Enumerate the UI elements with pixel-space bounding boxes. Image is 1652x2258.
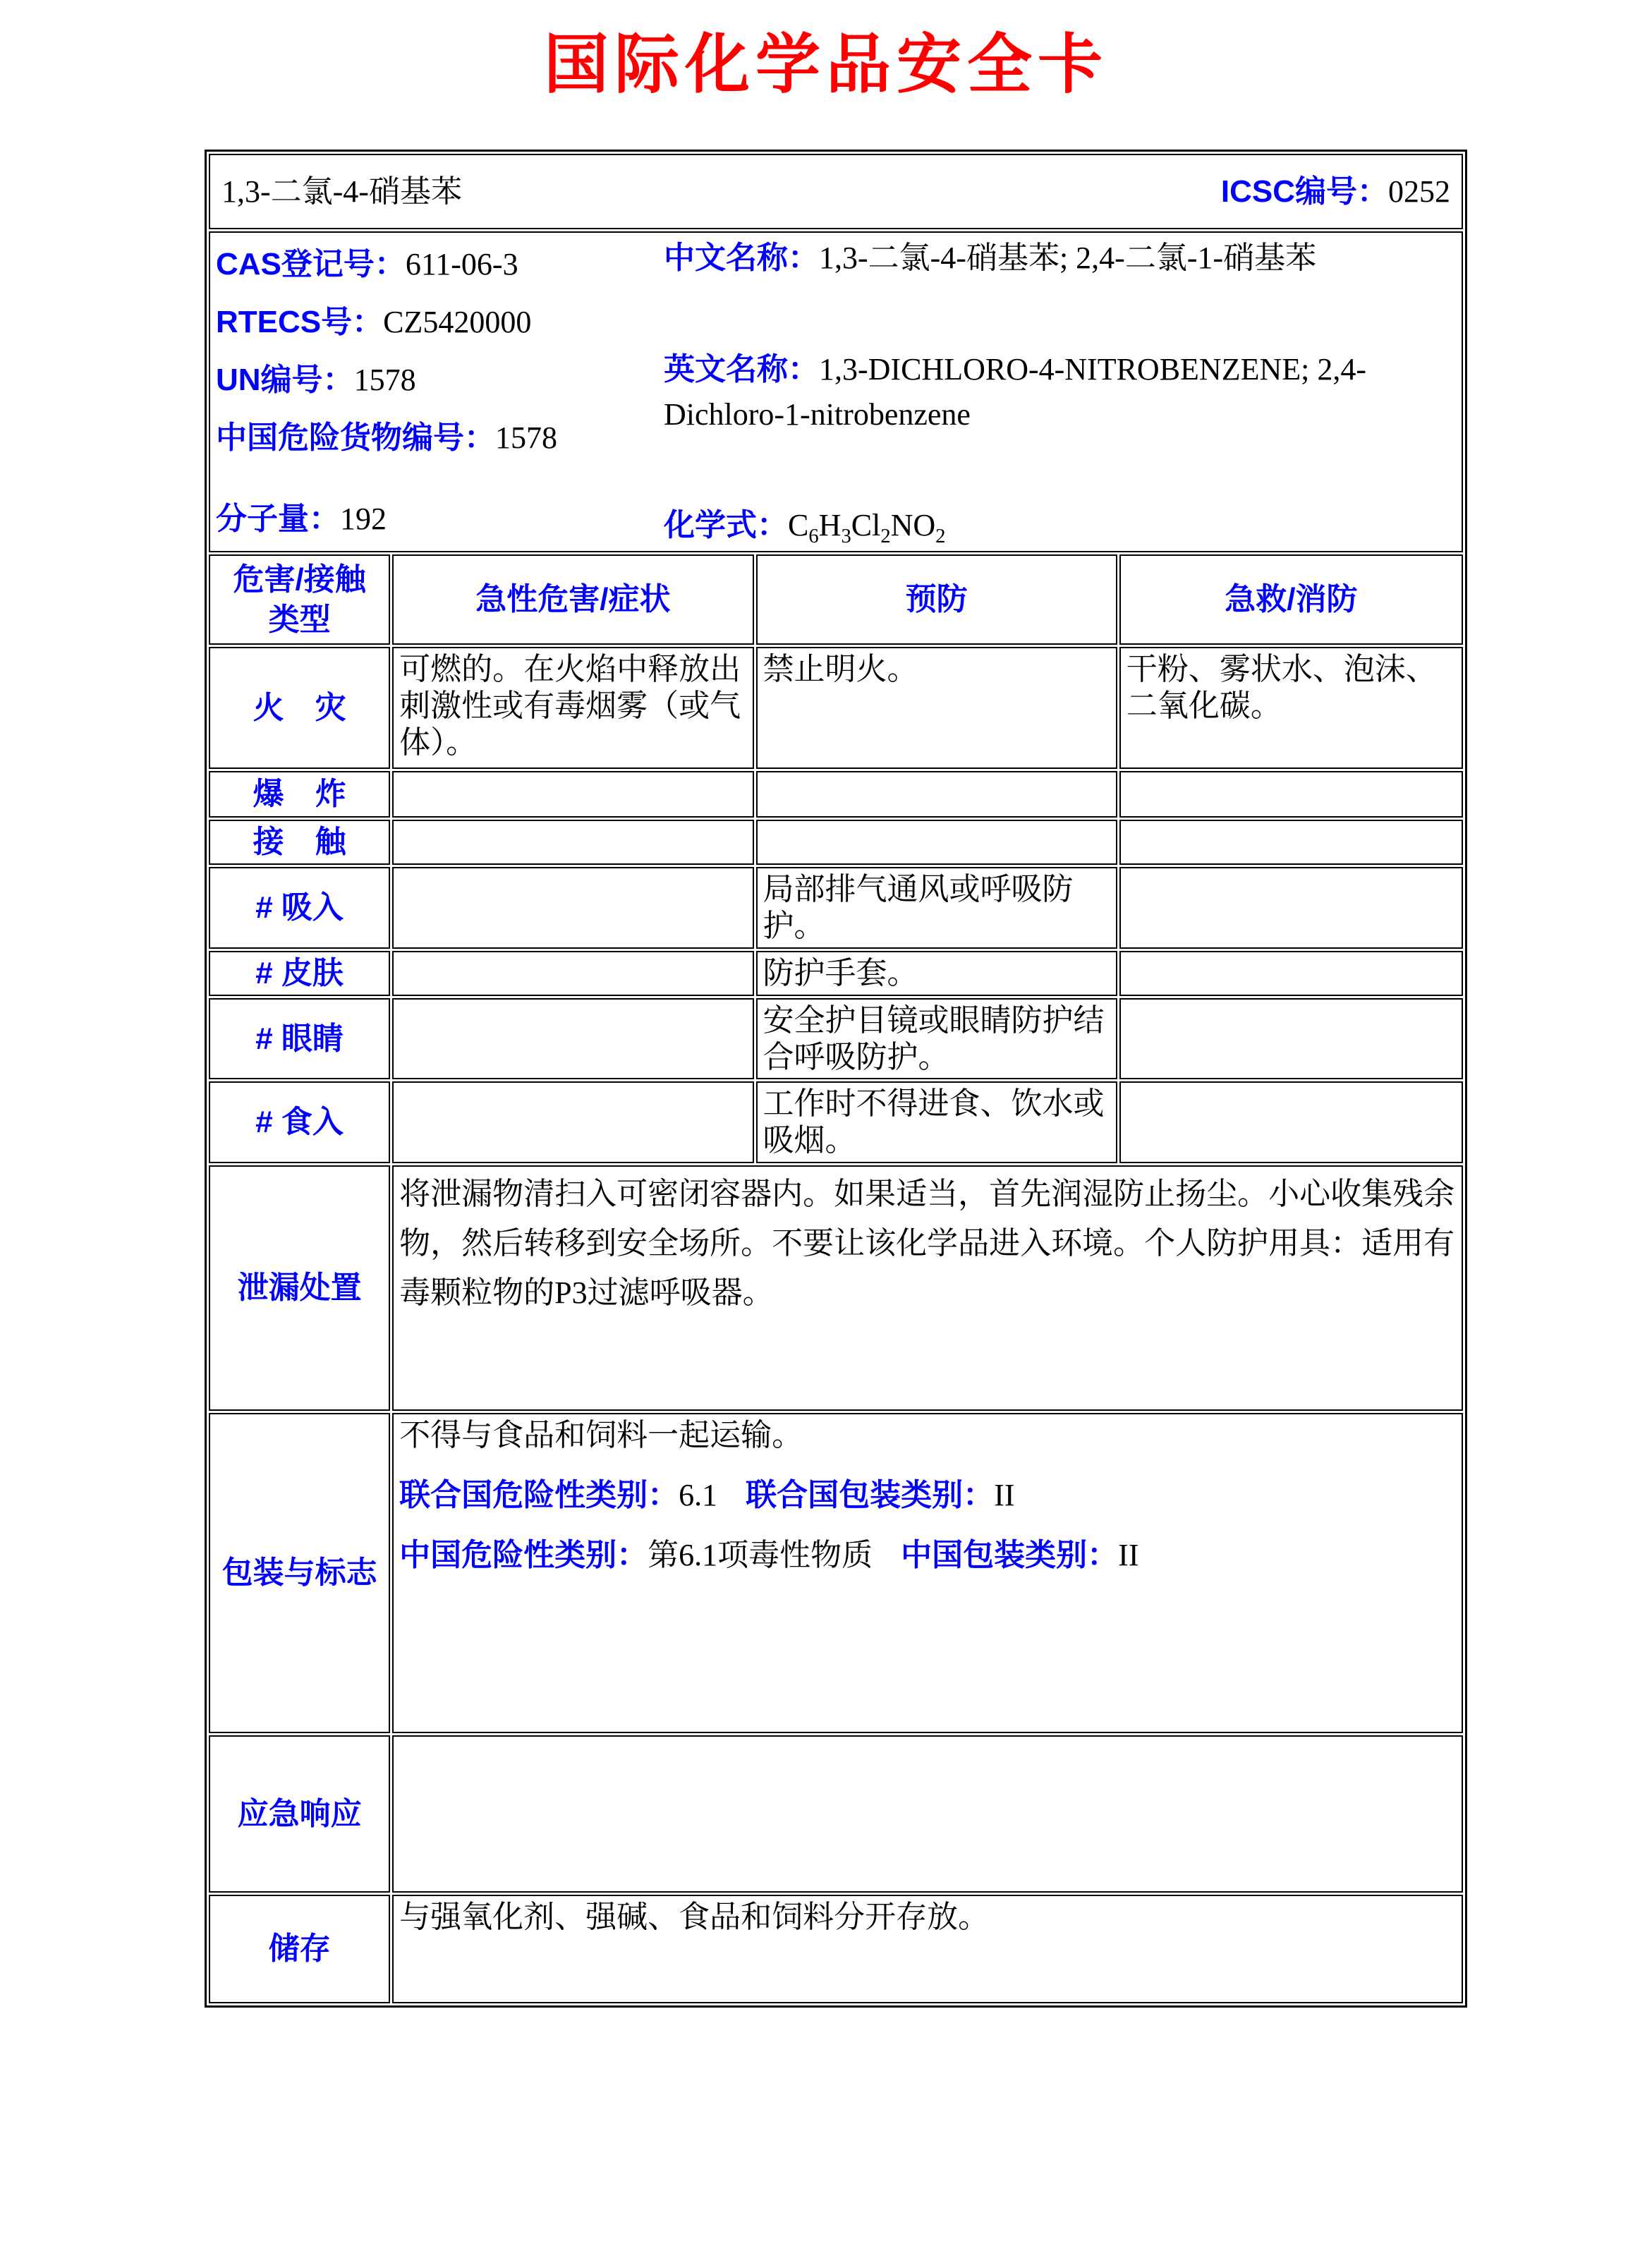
hazard-header-row — [209, 554, 1463, 645]
hazard-row-inhalation — [209, 867, 1463, 949]
hazard-header-symptoms: 急性危害/症状 — [392, 554, 753, 645]
english-name-field: 英文名称：1,3-DICHLORO-4-NITROBENZENE; 2,4-Dichloro-1-nitrobenzene — [664, 352, 1366, 432]
inhalation-symptoms-cell — [392, 867, 753, 949]
china-classification-line: 中国危险性类别：第6.1项毒性物质 中国包装类别：II — [399, 1538, 1139, 1573]
hazard-row-explosion — [209, 771, 1463, 818]
identification-left-column — [216, 236, 664, 548]
section-row-spillage — [209, 1165, 1463, 1411]
skin-firefighting-cell — [1119, 951, 1463, 996]
page-title: 国际化学品安全卡 — [543, 29, 1108, 101]
cas-number-field: CAS登记号：611-06-3 — [216, 247, 518, 281]
eyes-prevention-cell: 安全护目镜或眼睛防护结合呼吸防护。 — [756, 998, 1117, 1080]
icsc-number-group — [1221, 174, 1450, 210]
ingestion-firefighting-cell — [1119, 1081, 1463, 1163]
fire-prevention-cell: 禁止明火。 — [756, 647, 1117, 769]
spillage-content-cell: 将泄漏物清扫入可密闭容器内。如果适当，首先润湿防止扬尘。小心收集残余物，然后转移到安全场所。不要让该化学品进入环境。个人防护用具：适用有毒颗粒物的P3过滤呼吸器。 — [392, 1165, 1463, 1411]
section-row-emergency — [209, 1735, 1463, 1893]
section-row-packaging — [209, 1413, 1463, 1733]
chemical-formula-field: 化学式：$C_6H_3Cl_2NO_2$ — [664, 508, 946, 547]
hazard-type-inhalation: # 吸入 — [209, 867, 390, 949]
hazard-header-prevention: 预防 — [756, 554, 1117, 645]
icsc-label: ICSC编号： — [1220, 174, 1388, 209]
name-row — [209, 154, 1463, 229]
hazard-type-eyes: # 眼睛 — [209, 998, 390, 1080]
contact-prevention-cell — [756, 820, 1117, 865]
safety-card-page — [0, 13, 1652, 2258]
storage-label: 储存 — [209, 1895, 390, 2003]
identification-row — [209, 231, 1463, 552]
hazard-type-fire: 火 灾 — [209, 647, 390, 769]
skin-prevention-cell: 防护手套。 — [756, 951, 1117, 996]
chinese-name-field: 中文名称：1,3-二氯-4-硝基苯; 2,4-二氯-1-硝基苯 — [664, 241, 1317, 275]
skin-symptoms-cell — [392, 951, 753, 996]
hazard-row-contact — [209, 820, 1463, 865]
icsc-number: 0252 — [1388, 174, 1450, 209]
hazard-header-firefighting: 急救/消防 — [1119, 554, 1463, 645]
chemical-name: 1,3-二氯-4-硝基苯 — [221, 174, 462, 209]
hazard-type-ingestion: # 食入 — [209, 1081, 390, 1163]
fire-symptoms-cell: 可燃的。在火焰中释放出刺激性或有毒烟雾（或气体）。 — [392, 647, 753, 769]
explosion-prevention-cell — [756, 771, 1117, 818]
packaging-transport-note: 不得与食品和饲料一起运输。 — [399, 1418, 803, 1453]
inhalation-firefighting-cell — [1119, 867, 1463, 949]
hazard-type-explosion: 爆 炸 — [209, 771, 390, 818]
hazard-row-fire — [209, 647, 1463, 769]
un-number-field: UN编号：1578 — [216, 363, 416, 397]
emergency-label: 应急响应 — [209, 1735, 390, 1893]
explosion-symptoms-cell — [392, 771, 753, 818]
fire-firefighting-cell: 干粉、雾状水、泡沫、二氧化碳。 — [1119, 647, 1463, 769]
hazard-row-ingestion — [209, 1081, 1463, 1163]
section-row-storage — [209, 1895, 1463, 2003]
eyes-firefighting-cell — [1119, 998, 1463, 1080]
storage-content-cell: 与强氧化剂、强碱、食品和饲料分开存放。 — [392, 1895, 1463, 2003]
inhalation-prevention-cell: 局部排气通风或呼吸防护。 — [756, 867, 1117, 949]
packaging-content-cell — [392, 1413, 1463, 1733]
name-cell — [209, 154, 1463, 229]
packaging-label: 包装与标志 — [209, 1413, 390, 1733]
safety-card-table — [205, 150, 1467, 2008]
contact-firefighting-cell — [1119, 820, 1463, 865]
spillage-label: 泄漏处置 — [209, 1165, 390, 1411]
hazard-row-skin — [209, 951, 1463, 996]
emergency-content-cell — [392, 1735, 1463, 1893]
hazard-header-type: 危害/接触 类型 — [209, 554, 390, 645]
china-dangerous-goods-number-field: 中国危险货物编号：1578 — [216, 420, 557, 455]
rtecs-number-field: RTECS号：CZ5420000 — [216, 305, 532, 339]
molecular-weight-field: 分子量：192 — [216, 502, 387, 536]
un-classification-line: 联合国危险性类别：6.1 联合国包装类别：II — [399, 1478, 1015, 1513]
hazard-type-skin: # 皮肤 — [209, 951, 390, 996]
ingestion-prevention-cell: 工作时不得进食、饮水或吸烟。 — [756, 1081, 1117, 1163]
contact-symptoms-cell — [392, 820, 753, 865]
identification-cell — [209, 231, 1463, 552]
ingestion-symptoms-cell — [392, 1081, 753, 1163]
eyes-symptoms-cell — [392, 998, 753, 1080]
hazard-type-contact: 接 触 — [209, 820, 390, 865]
chemical-formula: $C_6H_3Cl_2NO_2$ — [788, 508, 946, 547]
identification-right-column — [664, 236, 1456, 548]
hazard-row-eyes — [209, 998, 1463, 1080]
explosion-firefighting-cell — [1119, 771, 1463, 818]
